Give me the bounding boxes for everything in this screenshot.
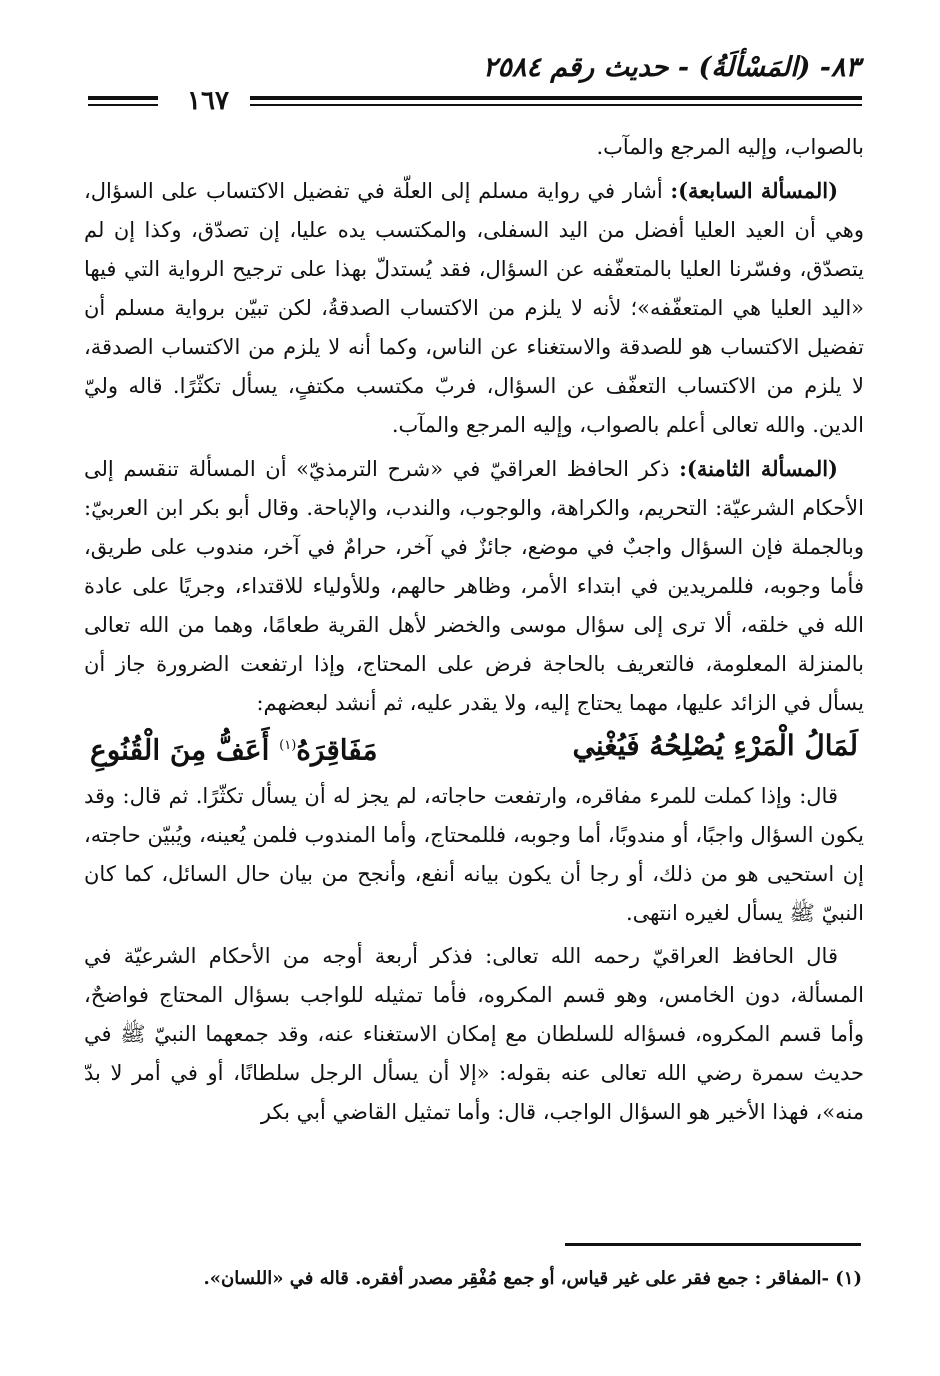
section-heading-7: (المسألة السابعة):	[670, 178, 839, 203]
verse-first-hemistich: لَمَالُ الْمَرْءِ يُصْلِحُهُ فَيُغْنِي	[572, 729, 858, 762]
header-rule-left-thick	[88, 96, 158, 100]
paragraph-7-text: أشار في رواية مسلم إلى العلّة في تفضيل الاكتساب على السؤال، وهي أن العيد العليا أفضل من اليد السفلى، والمكتسب يده عليا، إن تصدّق، وكذا إن لم يتصدّق، وفسّرنا العليا بالمتعفّفه عن السؤال، فقد يُستدلّ بهذا على ترجيح الرواية التي فيها «اليد العليا هي المتعفّفه»؛ لأنه لا يلزم من الاكتساب الصدقةُ، لكن تبيّن برواية مسلم أن تفضيل الاكتساب هو للصدقة والاستغناء عن الناس، وكما أنه لا يلزم من الاكتساب الصدقة، لا يلزم من الاكتساب التعفّف عن السؤال، فربّ مكتسب مكتفٍ، يسأل تكثّرًا. قاله وليّ الدين. والله تعالى أعلم بالصواب، وإليه المرجع والمآب.	[84, 179, 864, 437]
verse-second-hemistich	[90, 725, 377, 771]
poetry-verse	[84, 725, 864, 771]
header-rule-right-thick	[250, 96, 862, 100]
footnote-marker: (١)	[279, 738, 297, 753]
running-title: ٨٣- (المَسْألَةُ) - حديث رقم ٢٥٨٤	[482, 52, 860, 83]
paragraph-4: قال: وإذا كملت للمرء مفاقره، وارتفعت حاجاته، لم يجز له أن يسأل تكثّرًا. ثم قال: وقد يكون السؤال واجبًا، أو مندوبًا، أما وجوبه، فللمحتاج، وأما المندوب فلمن يُعينه، ويُبيّن حاجته، إن استحيى هو من ذلك، أو رجا أن يكون بيانه أنفع، وأنجح من بيان حال السائل، كما كان النبيّ ﷺ يسأل لغيره انتهى.	[84, 784, 864, 926]
footnote: (١) -المفاقر : جمع فقر على غير قياس، أو جمع مُفْقِر مصدر أفقره. قاله في «اللسان».	[203, 1268, 862, 1289]
paragraph-8th-issue	[84, 449, 864, 723]
header-rule-right-thin	[250, 104, 862, 106]
section-heading-8: (المسألة الثامنة):	[679, 456, 838, 481]
page-number: ١٦٧	[187, 86, 229, 116]
paragraph-1: بالصواب، وإليه المرجع والمآب.	[596, 135, 864, 159]
paragraph-5: قال الحافظ العراقيّ رحمه الله تعالى: فذكر أربعة أوجه من الأحكام الشرعيّة في المسألة، دون الخامس، وهو قسم المكروه، فأما تمثيله للواجب بسؤال المحتاج فواضحٌ، وأما قسم المكروه، فسؤاله للسلطان مع إمكان الاستغناء عنه، وقد جمعهما النبيّ ﷺ في حديث سمرة رضي الله تعالى عنه بقوله: «إلا أن يسأل الرجل سلطانًا، أو في أمر لا بدّ منه»، فهذا الأخير هو السؤال الواجب، قال: وأما تمثيل القاضي أبي بكر	[84, 944, 864, 1125]
body-text	[84, 128, 864, 1132]
footnote-separator	[565, 1243, 861, 1246]
verse-word: مَفَاقِرَهُ	[296, 733, 378, 767]
paragraph-7th-issue	[84, 171, 864, 445]
paragraph-8-text: ذكر الحافظ العراقيّ في «شرح الترمذيّ» أن المسألة تنقسم إلى الأحكام الشرعيّة: التحريم، والكراهة، والوجوب، والندب، والإباحة. وقال أبو بكر ابن العربيّ: وبالجملة فإن السؤال واجبٌ في موضع، جائزٌ في آخر، حرامٌ في آخر، مندوب على طريق، فأما وجوبه، فللمريدين في ابتداء الأمر، وظاهر حالهم، وللأولياء للاقتداء، وجريًا على عادة الله في خلقه، ألا ترى إلى سؤال موسى والخضر لأهل القرية طعامًا، وهما من الله تعالى بالمنزلة المعلومة، فالتعريف بالحاجة فرض على المحتاج، وإذا ارتفعت الضرورة جاز أن يسأل في الزائد عليها، مهما يحتاج إليه، ولا يقدر عليه، ثم أنشد لبعضهم:	[84, 457, 864, 715]
header-rule-left-thin	[88, 104, 158, 106]
verse-rest: أَعَفُّ مِنَ الْقُنُوعِ	[90, 733, 280, 767]
